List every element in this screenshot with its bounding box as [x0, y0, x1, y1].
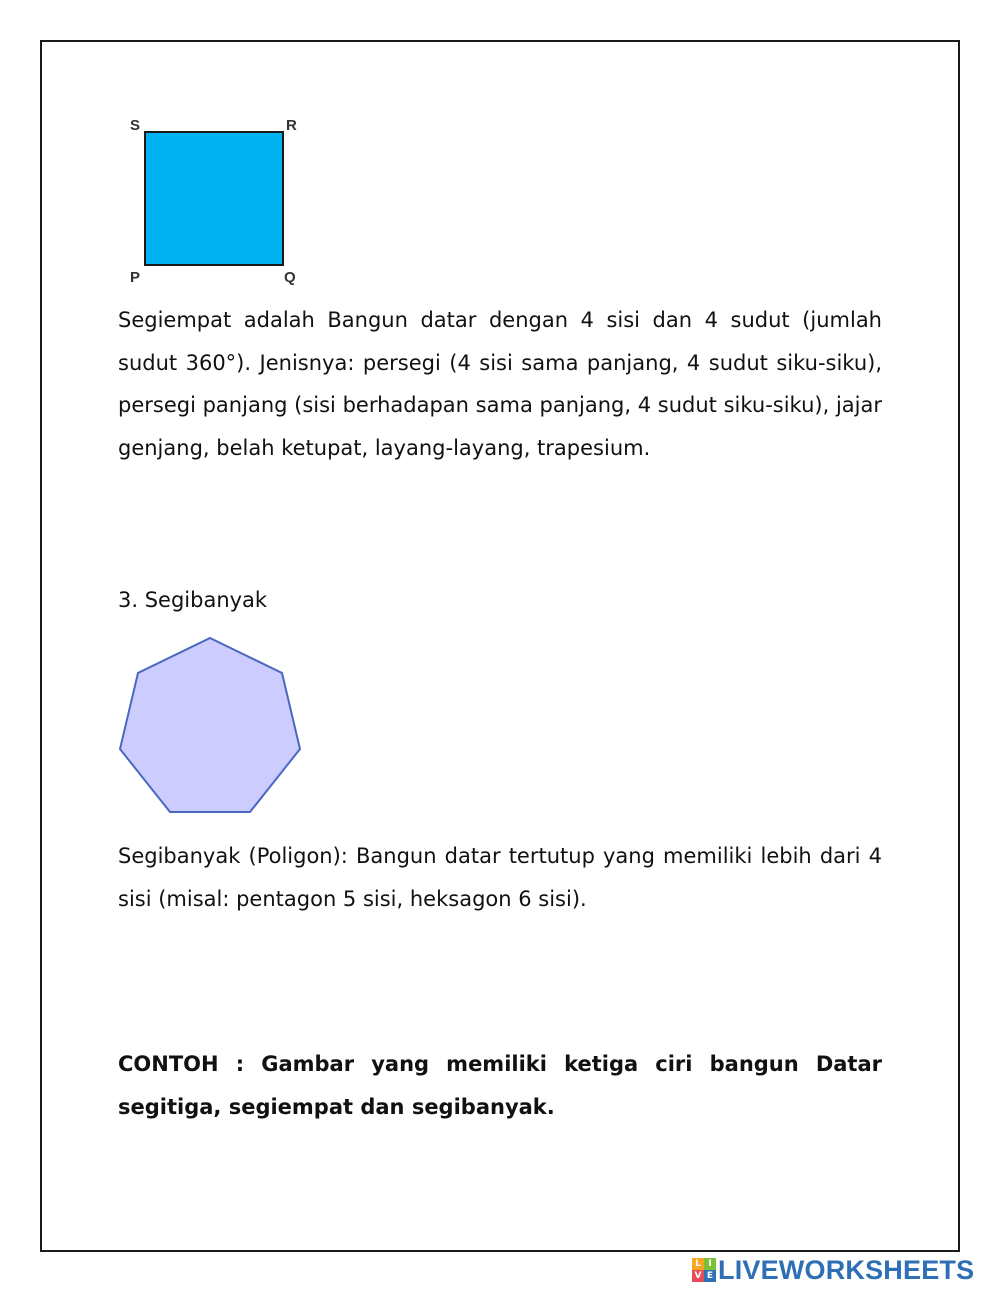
vertex-label-q: Q [284, 269, 296, 286]
square-shape [145, 132, 283, 265]
logo-letter-l: L [692, 1258, 704, 1270]
section-heading-segibanyak: 3. Segibanyak [118, 588, 268, 612]
vertex-label-r: R [286, 117, 297, 134]
liveworksheets-logo-icon [692, 1258, 716, 1282]
liveworksheets-brand [692, 1254, 974, 1286]
contoh-instruction: CONTOH : Gambar yang memiliki ketiga ciri bangun Datar segitiga, segiempat dan segibanyak. [118, 1052, 882, 1119]
logo-letter-v: V [692, 1270, 704, 1282]
segiempat-description: Segiempat adalah Bangun datar dengan 4 sisi dan 4 sudut (jumlah sudut 360°). Jenisnya: persegi (4 sisi sama panjang, 4 sudut siku-siku), persegi panjang (sisi berhadapan sama panjang, 4 sudut siku-siku), jajar genjang, belah ketupat, layang-layang, trapesium. [118, 308, 882, 460]
heptagon-shape [120, 638, 300, 812]
square-figure [120, 110, 310, 290]
segibanyak-description: Segibanyak (Poligon): Bangun datar tertutup yang memiliki lebih dari 4 sisi (misal: pentagon 5 sisi, heksagon 6 sisi). [118, 844, 882, 911]
square-diagram [120, 110, 310, 290]
vertex-label-p: P [130, 269, 141, 286]
heptagon-figure [112, 630, 312, 822]
heptagon-diagram [112, 630, 312, 822]
vertex-label-s: S [130, 117, 141, 134]
logo-letter-i: I [704, 1258, 716, 1270]
brand-wordmark: LIVEWORKSHEETS [718, 1254, 975, 1285]
logo-letter-e: E [704, 1270, 716, 1282]
